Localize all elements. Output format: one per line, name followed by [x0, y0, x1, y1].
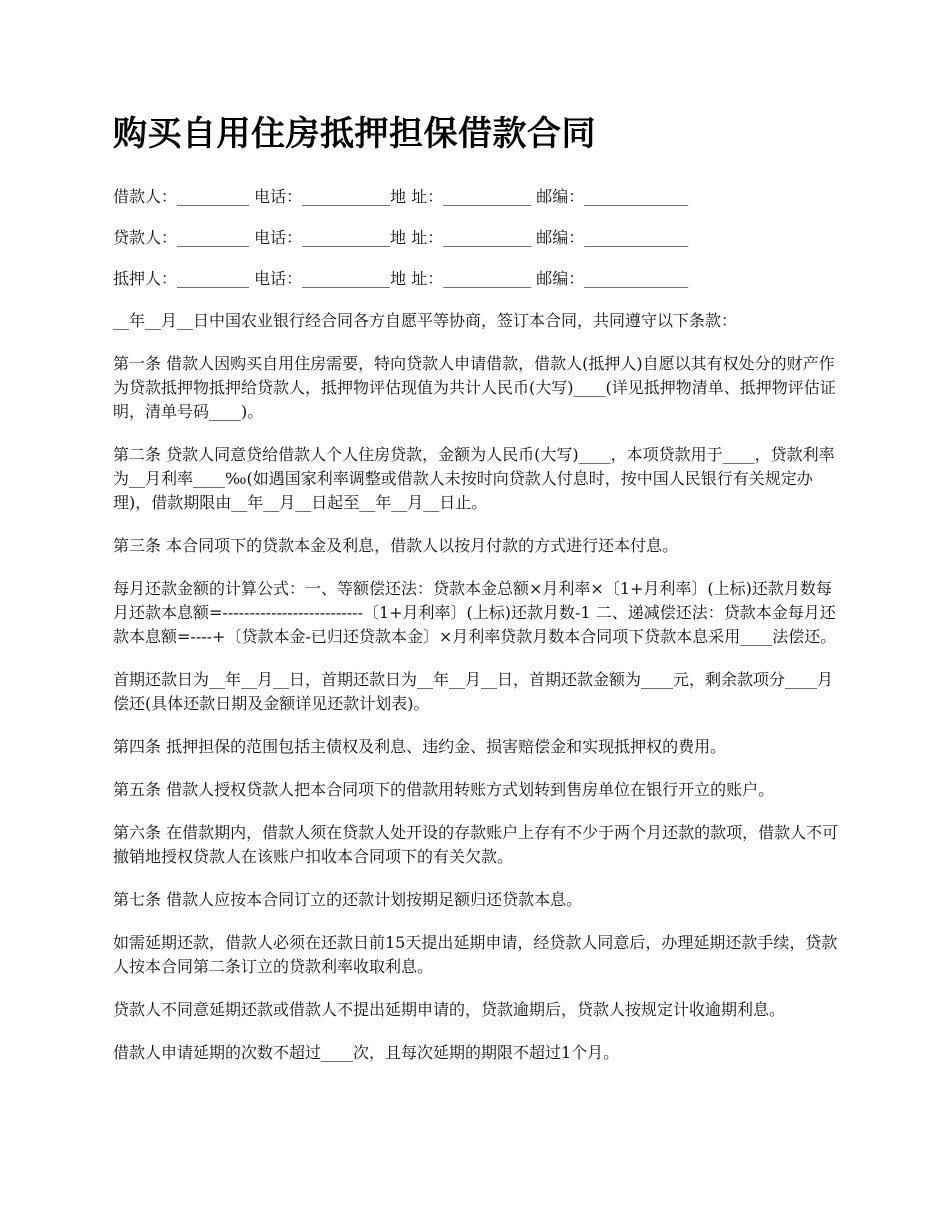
phone-blank: ___________: [302, 187, 391, 206]
phone-label: 电话：: [249, 228, 303, 247]
extension-limit: 借款人申请延期的次数不超过____次，且每次延期的期限不超过1个月。: [113, 1043, 620, 1062]
repayment-formula: 每月还款金额的计算公式：一、等额偿还法：贷款本金总额×月利率×〔1+月利率〕(上标)还款月数每月还款本息额=--------------------------〔1+月利率〕(上标)还款月数-1 二、递减偿还法：贷款本金每月还款本息额=----+〔贷款本金-已归还贷款本金〕×月利率贷款月数本合同项下贷款本息采用____法偿还。: [113, 579, 837, 646]
party-label: 抵押人：: [113, 269, 178, 288]
party-name-blank: _________: [177, 187, 250, 206]
party-label: 贷款人：: [113, 228, 178, 247]
phone-label: 电话：: [249, 187, 303, 206]
first-repayment: 首期还款日为__年__月__日，首期还款日为__年__月__日，首期还款金额为____元，剩余款项分____月偿还(具体还款日期及金额详见还款计划表)。: [113, 670, 834, 713]
zip-label: 邮编：: [531, 228, 585, 247]
address-blank: ___________: [443, 187, 532, 206]
zip-blank: _____________: [584, 269, 689, 288]
party-name-blank: _________: [177, 228, 250, 247]
address-label: 地 址：: [390, 187, 444, 206]
address-blank: ___________: [443, 228, 532, 247]
party-row-lender: [113, 227, 845, 249]
zip-label: 邮编：: [531, 269, 585, 288]
page-title: 购买自用住房抵押担保借款合同: [113, 114, 596, 154]
zip-label: 邮编：: [531, 187, 585, 206]
extension-request: 如需延期还款，借款人必须在还款日前15天提出延期申请，经贷款人同意后，办理延期还款手续，贷款人按本合同第二条订立的贷款利率收取利息。: [113, 933, 838, 976]
article-7: 第七条 借款人应按本合同订立的还款计划按期足额归还贷款本息。: [113, 890, 583, 909]
contract-page: [113, 112, 845, 1084]
party-name-blank: _________: [177, 269, 250, 288]
article-6: 第六条 在借款期内，借款人须在贷款人处开设的存款账户上存有不少于两个月还款的款项，借款人不可撤销地授权贷款人在该账户扣收本合同项下的有关欠款。: [113, 823, 839, 866]
address-blank: ___________: [443, 269, 532, 288]
intro-paragraph: __年__月__日中国农业银行经合同各方自愿平等协商，签订本合同，共同遵守以下条款：: [113, 311, 738, 330]
phone-blank: ___________: [302, 269, 391, 288]
overdue-interest: 贷款人不同意延期还款或借款人不提出延期申请的，贷款逾期后，贷款人按规定计收逾期利息。: [113, 1000, 786, 1019]
article-2: 第二条 贷款人同意贷给借款人个人住房贷款，金额为人民币(大写)____，本项贷款用于____，贷款利率为__月利率____‰(如遇国家利率调整或借款人未按时向贷款人付息时，按中国人民银行有关规定办理)，借款期限由__年__月__日起至__年__月__日止。: [113, 445, 835, 512]
article-4: 第四条 抵押担保的范围包括主债权及利息、违约金、损害赔偿金和实现抵押权的费用。: [113, 737, 727, 756]
zip-blank: _____________: [584, 187, 689, 206]
address-label: 地 址：: [390, 269, 444, 288]
zip-blank: _____________: [584, 228, 689, 247]
party-row-borrower: [113, 186, 845, 208]
address-label: 地 址：: [390, 228, 444, 247]
article-3: 第三条 本合同项下的贷款本金及利息，借款人以按月付款的方式进行还本付息。: [113, 536, 679, 555]
article-1: 第一条 借款人因购买自用住房需要，特向贷款人申请借款，借款人(抵押人)自愿以其有权处分的财产作为贷款抵押物抵押给贷款人，抵押物评估现值为共计人民币(大写)____(详见抵押物清单、抵押物评估证明，清单号码____)。: [113, 354, 836, 421]
phone-label: 电话：: [249, 269, 303, 288]
party-row-mortgagor: [113, 268, 845, 290]
article-5: 第五条 借款人授权贷款人把本合同项下的借款用转账方式划转到售房单位在银行开立的账户。: [113, 780, 775, 799]
phone-blank: ___________: [302, 228, 391, 247]
party-label: 借款人：: [113, 187, 178, 206]
